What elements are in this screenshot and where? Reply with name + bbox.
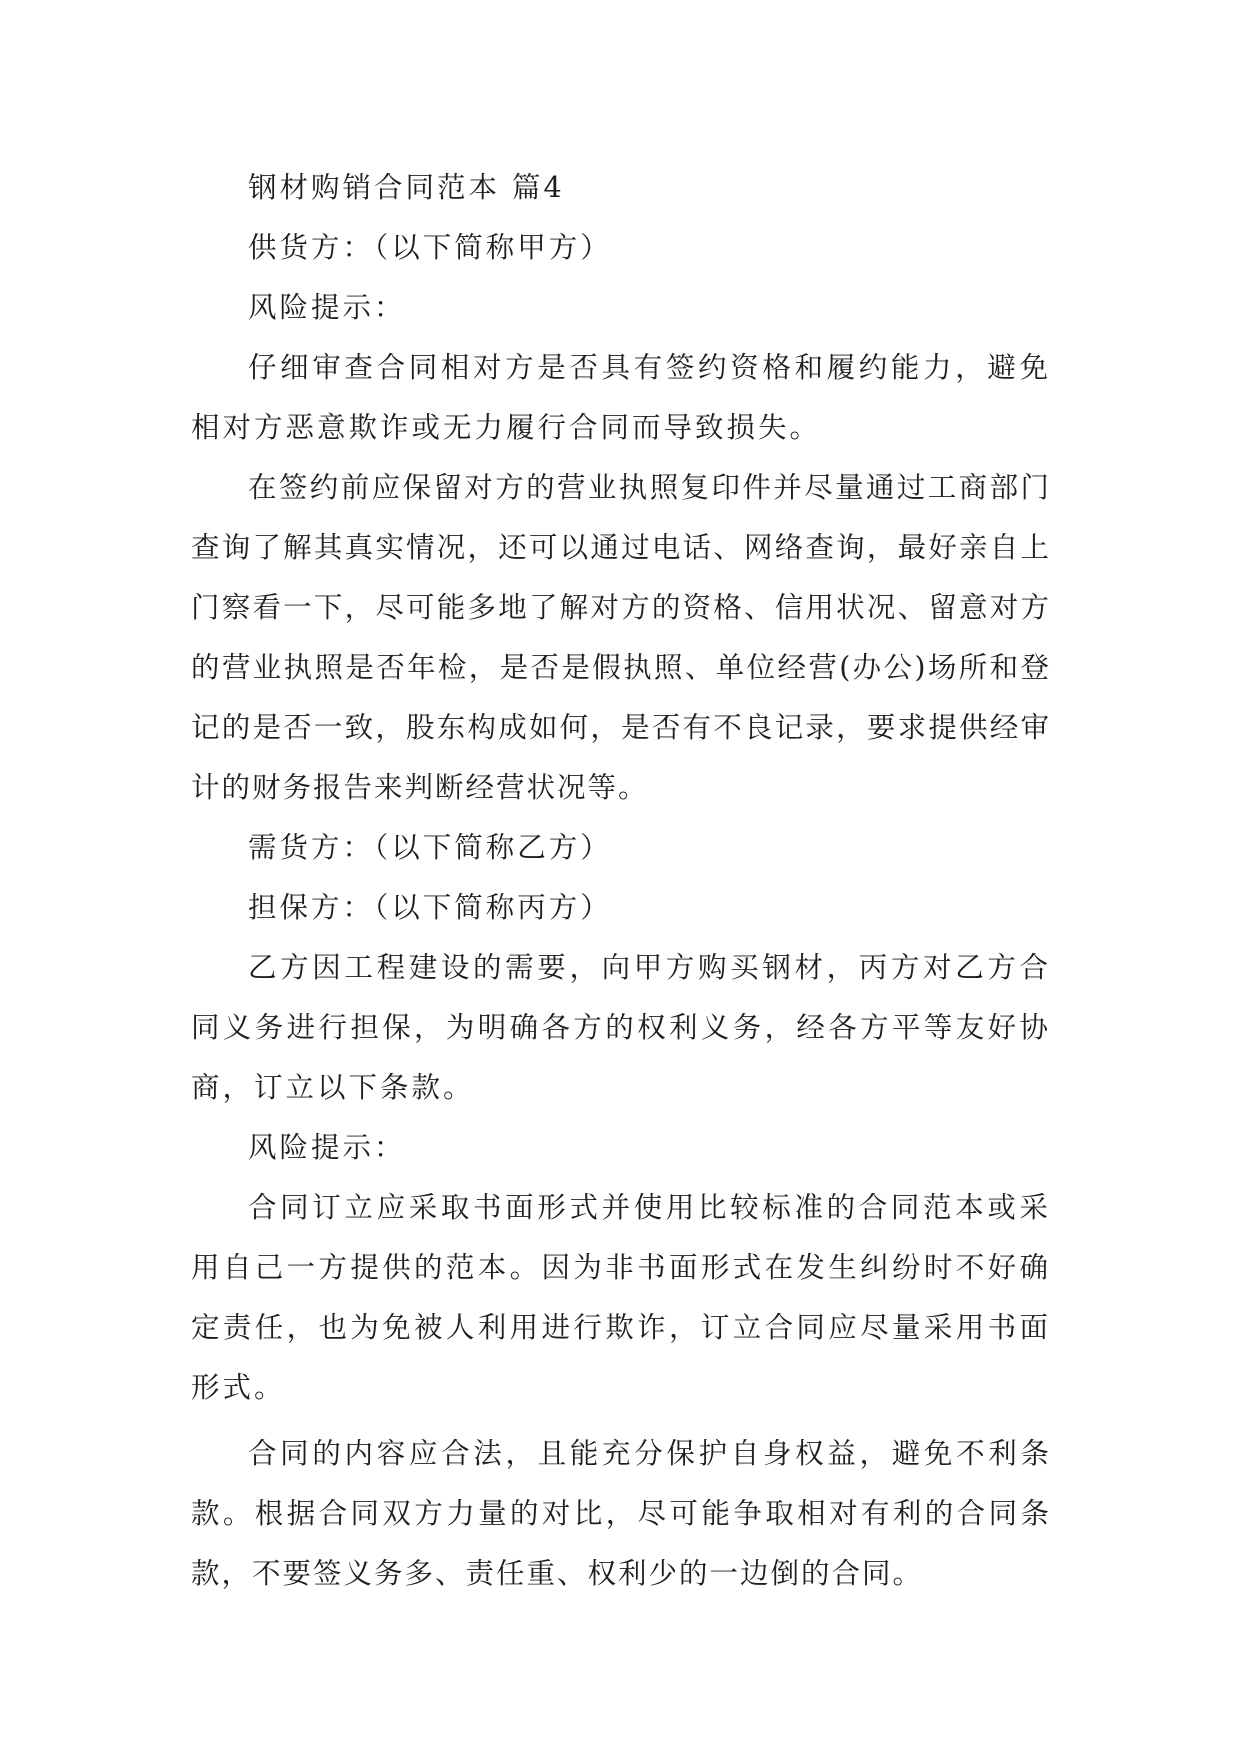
document-title: 钢材购销合同范本 篇4 <box>248 171 565 204</box>
paragraph-risk-heading-2: 风险提示： <box>248 1131 406 1164</box>
paragraph-supplier: 供货方：（以下简称甲方） <box>248 231 612 264</box>
paragraph-purpose: 乙方因工程建设的需要，向甲方购买钢材，丙方对乙方合同义务进行担保，为明确各方的权利义务，经各方平等友好协商，订立以下条款。 <box>191 951 1051 1104</box>
document-body <box>191 158 1051 1604</box>
paragraph-buyer: 需货方：（以下简称乙方） <box>248 831 612 864</box>
paragraph-risk-written-form: 合同订立应采取书面形式并使用比较标准的合同范本或采用自己一方提供的范本。因为非书面形式在发生纠纷时不好确定责任，也为免被人利用进行欺诈，订立合同应尽量采用书面形式。 <box>191 1191 1051 1404</box>
paragraph-guarantor: 担保方：（以下简称丙方） <box>248 891 612 924</box>
paragraph-risk-verification: 在签约前应保留对方的营业执照复印件并尽量通过工商部门查询了解其真实情况，还可以通过电话、网络查询，最好亲自上门察看一下，尽可能多地了解对方的资格、信用状况、留意对方的营业执照是否年检，是否是假执照、单位经营(办公)场所和登记的是否一致，股东构成如何，是否有不良记录，要求提供经审计的财务报告来判断经营状况等。 <box>191 471 1051 804</box>
paragraph-risk-heading-1: 风险提示： <box>248 291 406 324</box>
paragraph-risk-review: 仔细审查合同相对方是否具有签约资格和履约能力，避免相对方恶意欺诈或无力履行合同而导致损失。 <box>191 351 1051 444</box>
paragraph-risk-lawful-content: 合同的内容应合法，且能充分保护自身权益，避免不利条款。根据合同双方力量的对比，尽可能争取相对有利的合同条款，不要签义务多、责任重、权利少的一边倒的合同。 <box>191 1437 1051 1590</box>
